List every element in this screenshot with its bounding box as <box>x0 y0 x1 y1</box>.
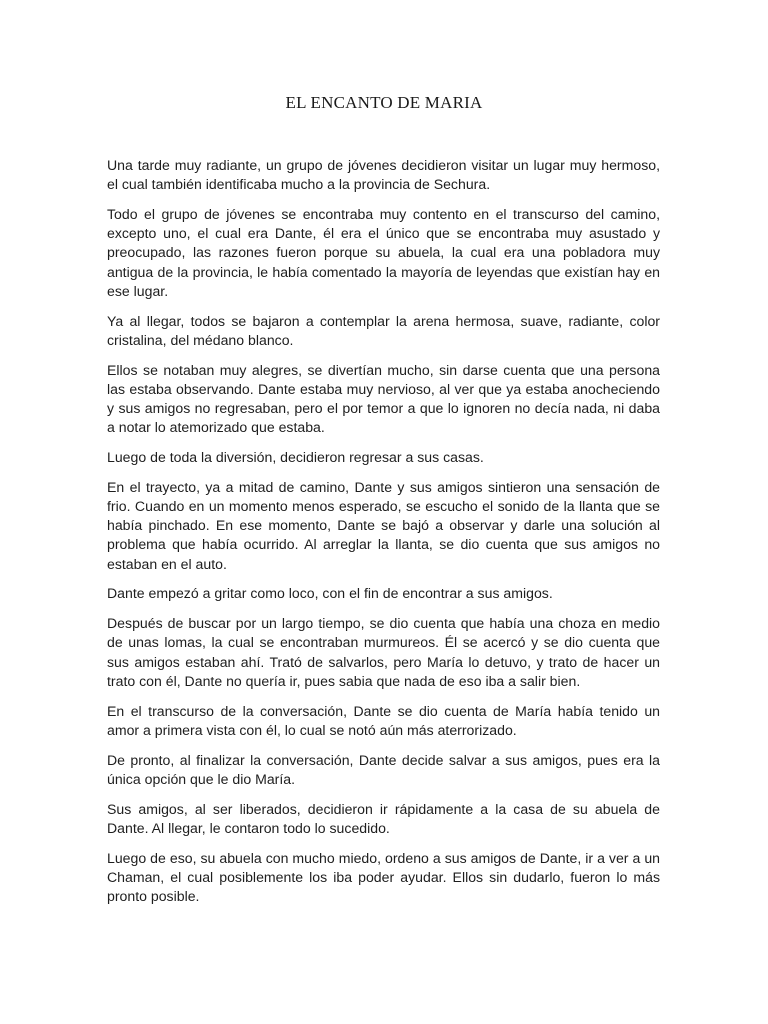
paragraph: Ellos se notaban muy alegres, se divertían mucho, sin darse cuenta que una persona las estaba observando. Dante estaba muy nervioso, al ver que ya estaba anocheciendo y sus amigos no regresaban, pero el por temor a que lo ignoren no decía nada, ni daba a notar lo atemorizado que estaba. <box>107 361 660 436</box>
paragraph: En el trayecto, ya a mitad de camino, Dante y sus amigos sintieron una sensación de frio. Cuando en un momento menos esperado, se escucho el sonido de la llanta que se había pinchado. En ese momento, Dante se bajó a observar y darle una solución al problema que había ocurrido. Al arreglar la llanta, se dio cuenta que sus amigos no estaban en el auto. <box>107 478 660 572</box>
paragraph: Luego de eso, su abuela con mucho miedo, ordeno a sus amigos de Dante, ir a ver a un Chaman, el cual posiblemente los iba poder ayudar. Ellos sin dudarlo, fueron lo más pronto posible. <box>107 849 660 905</box>
paragraph: Sus amigos, al ser liberados, decidieron ir rápidamente a la casa de su abuela de Dante. Al llegar, le contaron todo lo sucedido. <box>107 800 660 836</box>
paragraph: Después de buscar por un largo tiempo, se dio cuenta que había una choza en medio de unas lomas, la cual se encontraban murmureos. Él se acercó y se dio cuenta que sus amigos estaban ahí. Trató de salvarlos, pero María lo detuvo, y trato de hacer un trato con él, Dante no quería ir, pues sabia que nada de eso iba a salir bien. <box>107 615 660 689</box>
paragraph: Ya al llegar, todos se bajaron a contemplar la arena hermosa, suave, radiante, color cristalina, del médano blanco. <box>107 312 660 348</box>
paragraph: En el transcurso de la conversación, Dante se dio cuenta de María había tenido un amor a primera vista con él, lo cual se notó aún más aterrorizado. <box>107 702 660 738</box>
paragraph: De pronto, al finalizar la conversación, Dante decide salvar a sus amigos, pues era la única opción que le dio María. <box>107 751 660 787</box>
paragraph: Todo el grupo de jóvenes se encontraba muy contento en el transcurso del camino, excepto uno, el cual era Dante, él era el único que se encontraba muy asustado y preocupado, las razones fueron porque su abuela, la cual era una pobladora muy antigua de la provincia, le había comentado la mayoría de leyendas que existían hay en ese lugar. <box>107 206 660 299</box>
paragraph: Dante empezó a gritar como loco, con el fin de encontrar a sus amigos. <box>107 585 553 602</box>
document-title: EL ENCANTO DE MARIA <box>285 93 483 112</box>
paragraph: Una tarde muy radiante, un grupo de jóvenes decidieron visitar un lugar muy hermoso, el cual también identificaba mucho a la provincia de Sechura. <box>107 157 660 193</box>
document-body <box>107 156 660 917</box>
paragraph: Luego de toda la diversión, decidieron regresar a sus casas. <box>107 449 484 466</box>
